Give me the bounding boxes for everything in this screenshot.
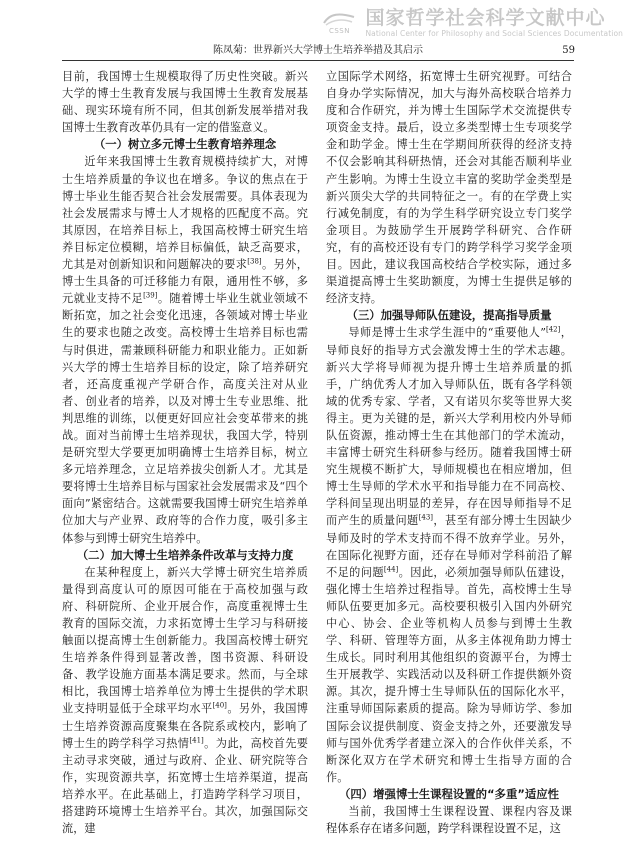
cssn-logo-icon: [319, 10, 359, 36]
cssn-watermark: [319, 6, 623, 40]
citation-ref: [43]: [418, 513, 434, 522]
header-rule: [62, 60, 574, 61]
text-run: 。另外，博士生具备的可迁移能力有限，通用性不够，多元就业支持不足: [62, 258, 308, 306]
paragraph-section-3: [326, 324, 572, 786]
running-title: 陈凤菊：世界新兴大学博士生培养举措及其启示: [213, 45, 423, 56]
watermark-name-en: National Center for Philosophy and Social Sciences Documentation: [365, 29, 623, 38]
section-heading-2: （二）加大博士生培养条件改革与支持力度: [76, 547, 294, 562]
paragraph-section-4: 当前，我国博士生课程设置、课程内容及课程体系存在诸多问题，跨学科课程设置不足，这: [326, 805, 572, 836]
text-run: 导师是博士生求学生涯中的“重要他人”: [348, 326, 546, 340]
text-run: ，甚至有部分博士生因缺少导师及时的学术支持而不得不放弃学业。另外，在国际化视野方面，还存在导师对学科前沿了解不足的问题: [326, 514, 572, 579]
paragraph-section-2-continued: 立国际学术网络，拓宽博士生研究视野。可结合自身办学实际情况，加大与海外高校联合培养力度和合作研究，并为博士生国际学术交流提供专项资金支持。最后，设立多类型博士生专项奖学金和助学金。博士生在学期间所获得的经济支持不仅会影响其科研热情，还会对其能否顺利毕业产生影响。为博士生设立丰富的奖助学金类型是新兴顶尖大学的共同特征之一。有的在学费上实行减免制度，有的为学生科学研究设立专门奖学金项目。为鼓励学生开展跨学科研究、合作研究，有的高校还设有专门的跨学科学习奖学金项目。因此，建议我国高校结合学校实际，通过多渠道提高博士生奖助额度，为博士生提供足够的经济支持。: [326, 70, 572, 306]
logo-abbr: CSSN: [328, 27, 350, 35]
citation-ref: [40]: [212, 701, 227, 710]
citation-ref: [42]: [546, 325, 561, 334]
text-run: 在某种程度上，新兴大学博士研究生培养质量得到高度认可的原因可能在于高校加强与政府、科研院所、企业开展合作，高度重视博士生教育的国际交流，力求拓宽博士生学习与科研接触面以提高博士生创新能力。我国高校博士研究生培养条件得到显著改善，图书资源、科研设备、教学设施方面基本满足要求。然而，与全球相比，我国博士培养单位为博士生提供的学术职业支持明显低于全球平均水平: [62, 565, 308, 716]
text-run: 。另外，我国博士生培养资源高度聚集在各院系或校内，影响了博士生的跨学科学习热情: [62, 702, 308, 750]
text-run: 。为此，高校首先要主动寻求突破，通过与政府、企业、研究院等合作，实现资源共享，拓宽博士生培养渠道，提高培养水平。在此基础上，打造跨学科学习项目，搭建跨环境博士生培养平台。其次，加强国际交流，建: [62, 736, 308, 836]
watermark-name-cn: 国家哲学社会科学文献中心: [365, 7, 606, 29]
paragraph-section-2: [62, 564, 308, 838]
paragraph-section-1: [62, 153, 308, 546]
section-heading-1: （一）树立多元博士生教育培养理念: [93, 137, 277, 152]
text-run: 近年来我国博士生教育规模持续扩大，对博士生培养质量的争议也在增多。争议的焦点在于博士毕业生能否契合社会发展需要。具体表现为社会发展需求与博士人才规格的匹配度不高。究其原因，在培养目标上，我国高校博士研究生培养目标定位模糊，培养目标偏低，缺乏高要求，尤其是对创新知识和问题解决的要求: [62, 155, 308, 272]
left-column: [62, 68, 308, 837]
text-run: 。因此，必须加强导师队伍建设，强化博士生培养过程指导。首先，高校博士生导师队伍要更加多元。高校要积极引入国内外研究中心、协会、企业等机构人员参与到博士生教学、科研、管理等方面，从多主体视角助力博士生成长。同时利用其他组织的资源平台，为博士生开展教学、实践活动以及科研工作提供额外资源。其次，提升博士生导师队伍的国际化水平，注重导师国际素质的提高。除为导师访学、参加国际会议提供制度、资金支持之外，还要激发导师与国外优秀学者建立深入的合作伙伴关系，不断深化双方在学术研究和博士生指导方面的合作。: [326, 565, 572, 784]
section-heading-3: （三）加强导师队伍建设，提高指导质量: [346, 308, 552, 323]
citation-ref: [41]: [189, 735, 204, 744]
page-number: 59: [562, 45, 575, 56]
right-column: [326, 68, 572, 837]
text-run: 。随着博士毕业生就业领域不断拓宽，加之社会变化迅速，各领域对博士毕业生的要求也随之改变。高校博士生培养目标也需与时俱进，需兼顾科研能力和职业能力。正如新兴大学的博士生培养目标的设定，除了培养研究者，还高度重视产学研合作，高度关注对从业者、创业者的培养，以及对博士生专业思维、批判思维的训练，以便更好回应社会变革带来的挑战。面对当前博士生培养现状，我国大学，特别是研究型大学要更加明确博士生培养目标，树立多元培养理念，立足培养拔尖创新人才。尤其是要将博士生培养目标与国家社会发展需求及“四个面向”紧密结合。这就需要我国博士研究生培养单位加大与产业界、政府等的合作力度，吸引多主体参与到博士研究生培养中。: [62, 292, 308, 545]
section-heading-4: （四）增强博士生课程设置的“多重”适应性: [338, 786, 559, 801]
paragraph-intro: 目前，我国博士生规模取得了历史性突破。新兴大学的博士生教育发展与我国博士生教育发展基础、现实环境有所不同，但其创新发展举措对我国博士生教育改革仍具有一定的借鉴意义。: [62, 70, 308, 135]
text-run: ，导师良好的指导方式会激发博士生的学术志趣。新兴大学将导师视为提升博士生培养质量的抓手，广纳优秀人才加入导师队伍，既有各学科领域的优秀专家、学者，又有诺贝尔奖等世界大奖得主。更为关键的是，新兴大学利用校内外导师队伍资源，推动博士生在其他部门的学术流动，丰富博士研究生科研参与经历。随着我国博士研究生规模不断扩大，导师规模也在相应增加，但博士生导师的学术水平和指导能力在不同高校、学科间呈现出明显的差异，存在因导师指导不足而产生的质量问题: [326, 326, 572, 528]
citation-ref: [38]: [247, 257, 262, 266]
citation-ref: [44]: [383, 564, 399, 573]
citation-ref: [39]: [143, 291, 158, 300]
